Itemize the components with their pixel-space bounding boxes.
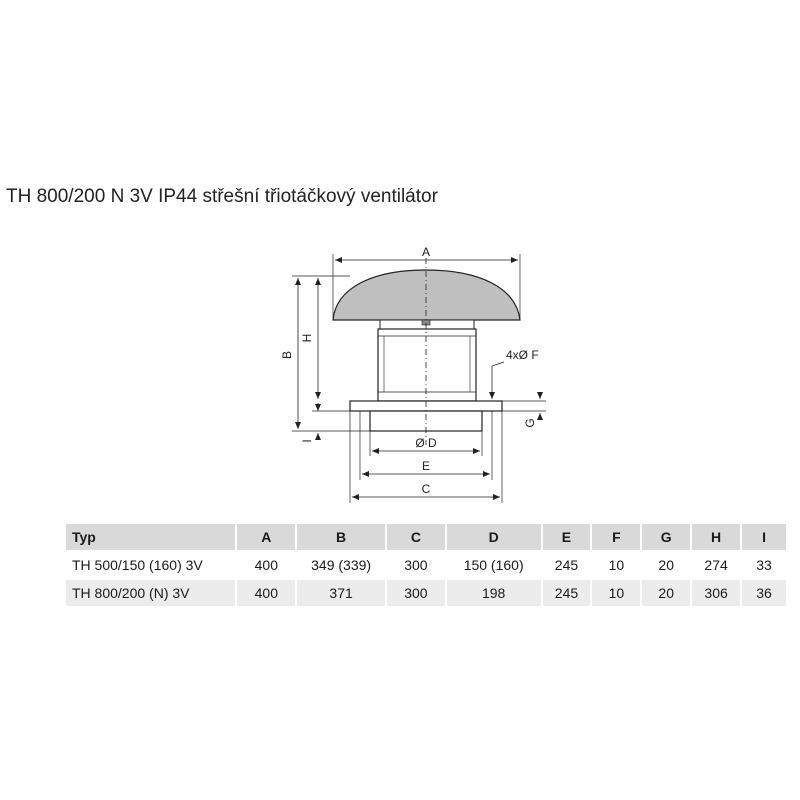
header-i: I [742, 524, 788, 550]
dim-label-f: 4xØ F [506, 348, 539, 362]
cell-b: 371 [297, 580, 387, 606]
cell-a: 400 [237, 580, 297, 606]
dim-label-b: B [280, 350, 294, 360]
cell-i: 33 [742, 552, 788, 578]
page-title: TH 800/200 N 3V IP44 střešní třiotáčkový ventilátor [6, 186, 438, 207]
header-d: D [447, 524, 543, 550]
header-typ: Typ [66, 524, 237, 550]
cell-c: 300 [387, 552, 447, 578]
dim-label-h: H [300, 333, 314, 343]
header-b: B [297, 524, 387, 550]
table-row [66, 580, 788, 606]
cell-h: 306 [692, 580, 742, 606]
table-row [66, 552, 788, 578]
header-f: F [592, 524, 642, 550]
cell-e: 245 [543, 552, 593, 578]
motor-housing [378, 329, 476, 401]
cell-b: 349 (339) [297, 552, 387, 578]
cell-c: 300 [387, 580, 447, 606]
header-c: C [387, 524, 447, 550]
fan-hood [333, 270, 520, 320]
dim-label-c: C [421, 482, 431, 496]
table-header-row [66, 524, 788, 550]
cell-typ: TH 500/150 (160) 3V [66, 552, 237, 578]
dim-label-d: Ø D [415, 436, 437, 450]
header-g: G [642, 524, 692, 550]
cell-d: 198 [447, 580, 543, 606]
cell-f: 10 [592, 552, 642, 578]
dim-label-e: E [421, 459, 431, 473]
dim-label-a: A [421, 245, 431, 259]
cell-g: 20 [642, 552, 692, 578]
cell-f: 10 [592, 580, 642, 606]
dim-label-i: I [300, 439, 314, 443]
cell-e: 245 [543, 580, 593, 606]
dimension-table [66, 522, 788, 608]
cell-g: 20 [642, 580, 692, 606]
cell-a: 400 [237, 552, 297, 578]
cell-d: 150 (160) [447, 552, 543, 578]
header-a: A [237, 524, 297, 550]
cell-typ: TH 800/200 (N) 3V [66, 580, 237, 606]
header-h: H [692, 524, 742, 550]
cell-i: 36 [742, 580, 788, 606]
header-e: E [543, 524, 593, 550]
dim-label-g: G [523, 418, 537, 428]
cell-h: 274 [692, 552, 742, 578]
